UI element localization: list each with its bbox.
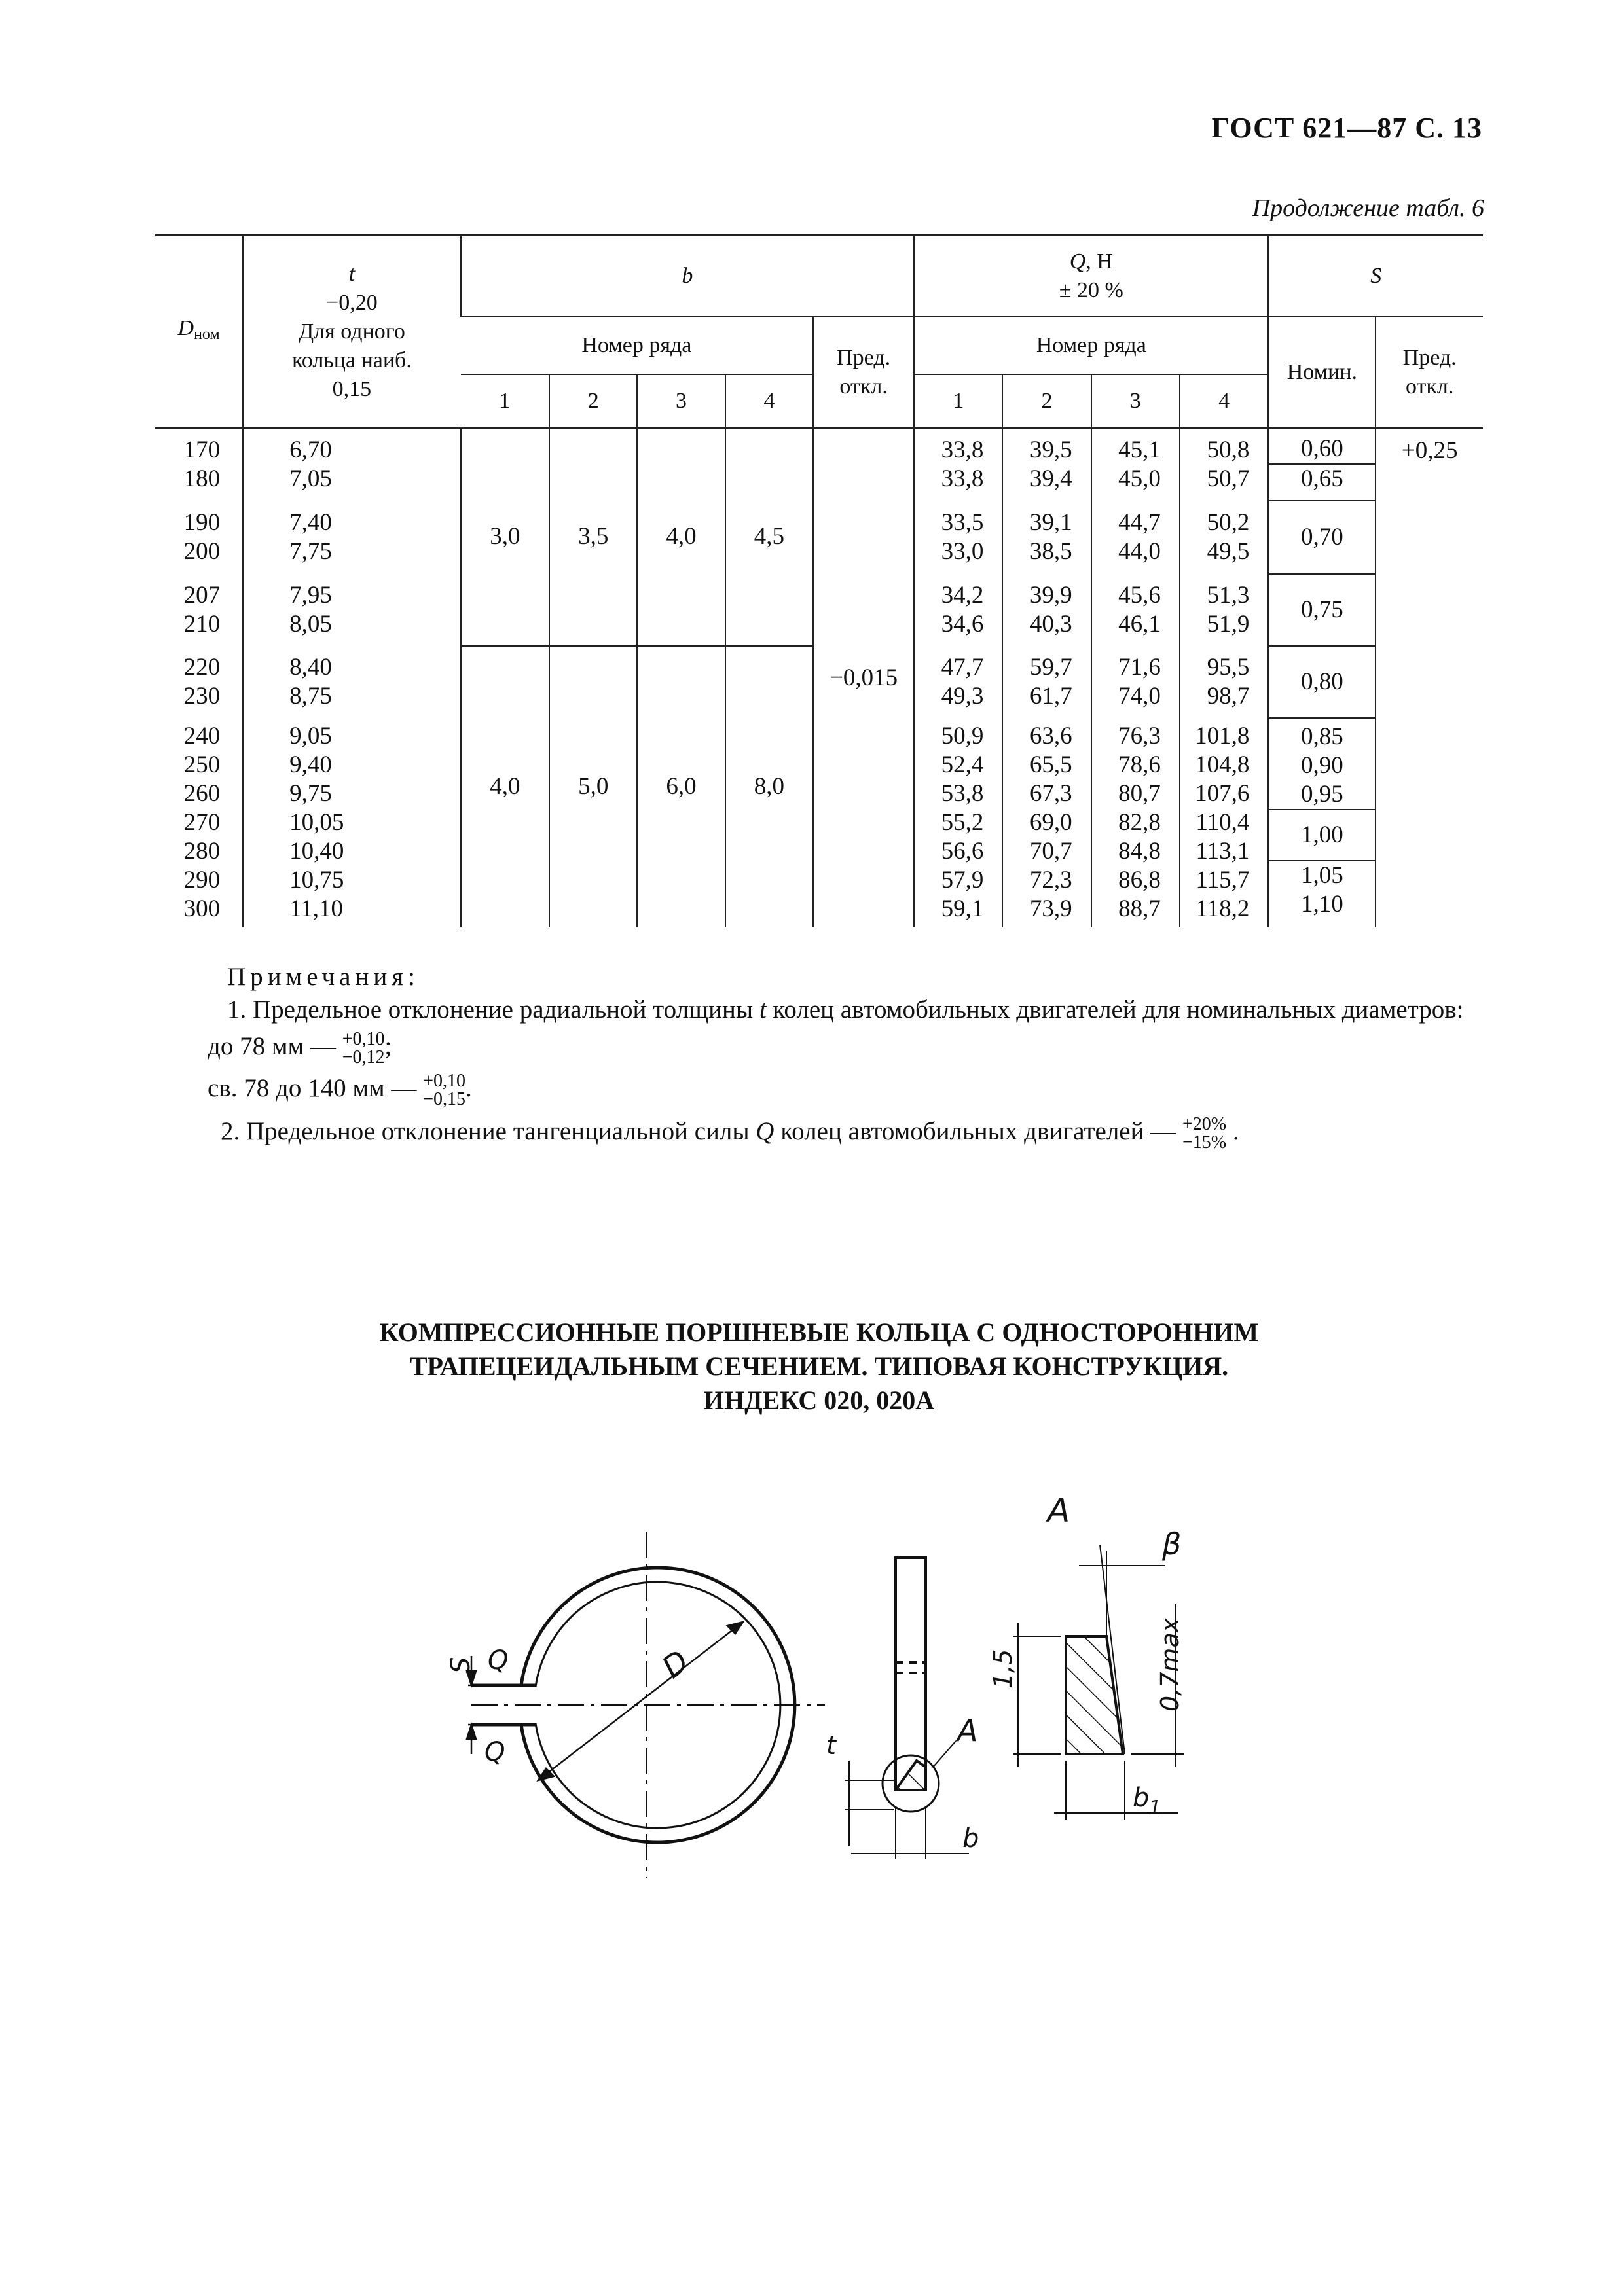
note-1-line-2: св. 78 до 140 мм — +0,10 −0,15 . — [208, 1071, 472, 1110]
s-tol-header: Пред. откл. — [1376, 317, 1483, 428]
b1-value: 4,0 — [461, 646, 549, 927]
section-title: КОМПРЕССИОННЫЕ ПОРШНЕВЫЕ КОЛЬЦА С ОДНОСТОРОННИМ ТРАПЕЦЕИДАЛЬНЫМ СЕЧЕНИЕМ. ТИПОВАЯ КОНСТРУКЦИЯ. ИНДЕКС 020, 020А — [379, 1318, 1259, 1415]
b-row-3: 3 — [637, 374, 725, 428]
center-lines — [471, 1532, 825, 1878]
label-detail-a: A — [1048, 1492, 1070, 1530]
b2-value: 5,0 — [549, 646, 637, 927]
table-row: 207 210 7,95 8,05 34,2 34,6 39,9 40,3 45,6 46,1 51,3 51,9 0,75 — [155, 574, 1483, 646]
dimension-d — [538, 1622, 743, 1780]
label-q-bottom: Q — [484, 1737, 505, 1767]
table-row: 170 180 6,70 7,05 3,0 3,5 4,0 4,5 −0,015 33,8 33,8 39,5 39,4 45,1 45,0 50,8 50,7 0,60 0,65 +0,25 — [155, 428, 1483, 501]
ring-drawing — [0, 1466, 1623, 2055]
note-2: 2. Предельное отклонение тангенциальной силы Q колец автомобильных двигателей — +20% −15% . — [221, 1114, 1239, 1153]
b4-value: 4,5 — [725, 428, 813, 646]
note-1: 1. Предельное отклонение радиальной толщины t колец автомобильных двигателей для номинальных диаметров: — [227, 996, 1464, 1024]
label-t: t — [826, 1731, 836, 1760]
q-row-2: 2 — [1002, 374, 1091, 428]
ring-side-view — [845, 1558, 969, 1859]
b3-value: 6,0 — [637, 646, 725, 927]
b-row-4: 4 — [725, 374, 813, 428]
s-tol-value: +0,25 — [1376, 428, 1483, 927]
col-d-nom-header: $D_{ном}$ — [155, 236, 243, 428]
q-row-1: 1 — [914, 374, 1002, 428]
b-tol-value: −0,015 — [813, 428, 914, 927]
label-s: S — [446, 1657, 476, 1674]
s-nom-cell: 0,85 0,90 0,95 1,00 1,05 1,10 — [1268, 718, 1376, 927]
col-q-header: Q, Н ± 20 % — [914, 236, 1268, 317]
b-row-2: 2 — [549, 374, 637, 428]
table-row: 190 200 7,40 7,75 33,5 33,0 39,1 38,5 44,7 44,0 50,2 49,5 0,70 — [155, 501, 1483, 574]
b-row-1: 1 — [461, 374, 549, 428]
col-b-header: b — [461, 236, 915, 317]
table-row: 240 250 260 270 280 290 300 9,05 9,40 9,75 10,05 10,40 10,75 11,10 50,9 52,4 53,8 55,2 56,6 57,9 59,1 63,6 65,5 67,3 69,0 70,7 72,3 73,9 76,3 78,6 80,7 82,8 84,8 86,8 88,7 101,8 104,8 107,6 110,4 113,1 115,7 118,2 0,85 0,90 0,95 1,00 1,05 1,10 — [155, 718, 1483, 927]
label-beta: β — [1162, 1526, 1182, 1562]
b3-value: 4,0 — [637, 428, 725, 646]
col-s-header: S — [1268, 236, 1483, 317]
table-row: 220 230 8,40 8,75 4,0 5,0 6,0 8,0 47,7 49,3 59,7 61,7 71,6 74,0 95,5 98,7 0,80 — [155, 646, 1483, 718]
label-b: b — [962, 1823, 979, 1854]
q-row-4: 4 — [1180, 374, 1269, 428]
page-header: ГОСТ 621—87 С. 13 — [1211, 112, 1482, 144]
label-b1: $b_1$ — [1133, 1783, 1161, 1818]
s-nom-cell: 0,75 — [1268, 574, 1376, 646]
b-row-number-header: Номер ряда — [461, 317, 813, 374]
table-continuation-label: Продолжение табл. 6 — [1252, 194, 1484, 222]
note-1-line-1: до 78 мм — +0,10 −0,12 ; — [208, 1029, 392, 1068]
s-nom-cell: 0,80 — [1268, 646, 1376, 718]
b1-value: 3,0 — [461, 428, 549, 646]
s-nom-cell: 0,70 — [1268, 501, 1376, 574]
table-6 — [155, 234, 1483, 927]
b2-value: 3,5 — [549, 428, 637, 646]
b-tol-header: Пред. откл. — [813, 317, 914, 428]
col-t-header: t −0,20 Для одного кольца наиб. 0,15 — [243, 236, 461, 428]
label-1-5: 1,5 — [989, 1649, 1017, 1689]
label-a-callout: A — [957, 1713, 978, 1748]
s-nom-header: Номин. — [1268, 317, 1376, 428]
label-d: D — [655, 1643, 696, 1685]
b4-value: 8,0 — [725, 646, 813, 927]
s-nom-cell: 0,60 0,65 — [1268, 428, 1376, 501]
q-row-3: 3 — [1091, 374, 1180, 428]
label-0-7max: 0,7max — [1156, 1617, 1184, 1712]
label-q-top: Q — [488, 1645, 509, 1676]
notes-heading: Примечания: — [227, 963, 420, 991]
q-row-number-header: Номер ряда — [914, 317, 1268, 374]
notes — [155, 961, 1483, 1152]
